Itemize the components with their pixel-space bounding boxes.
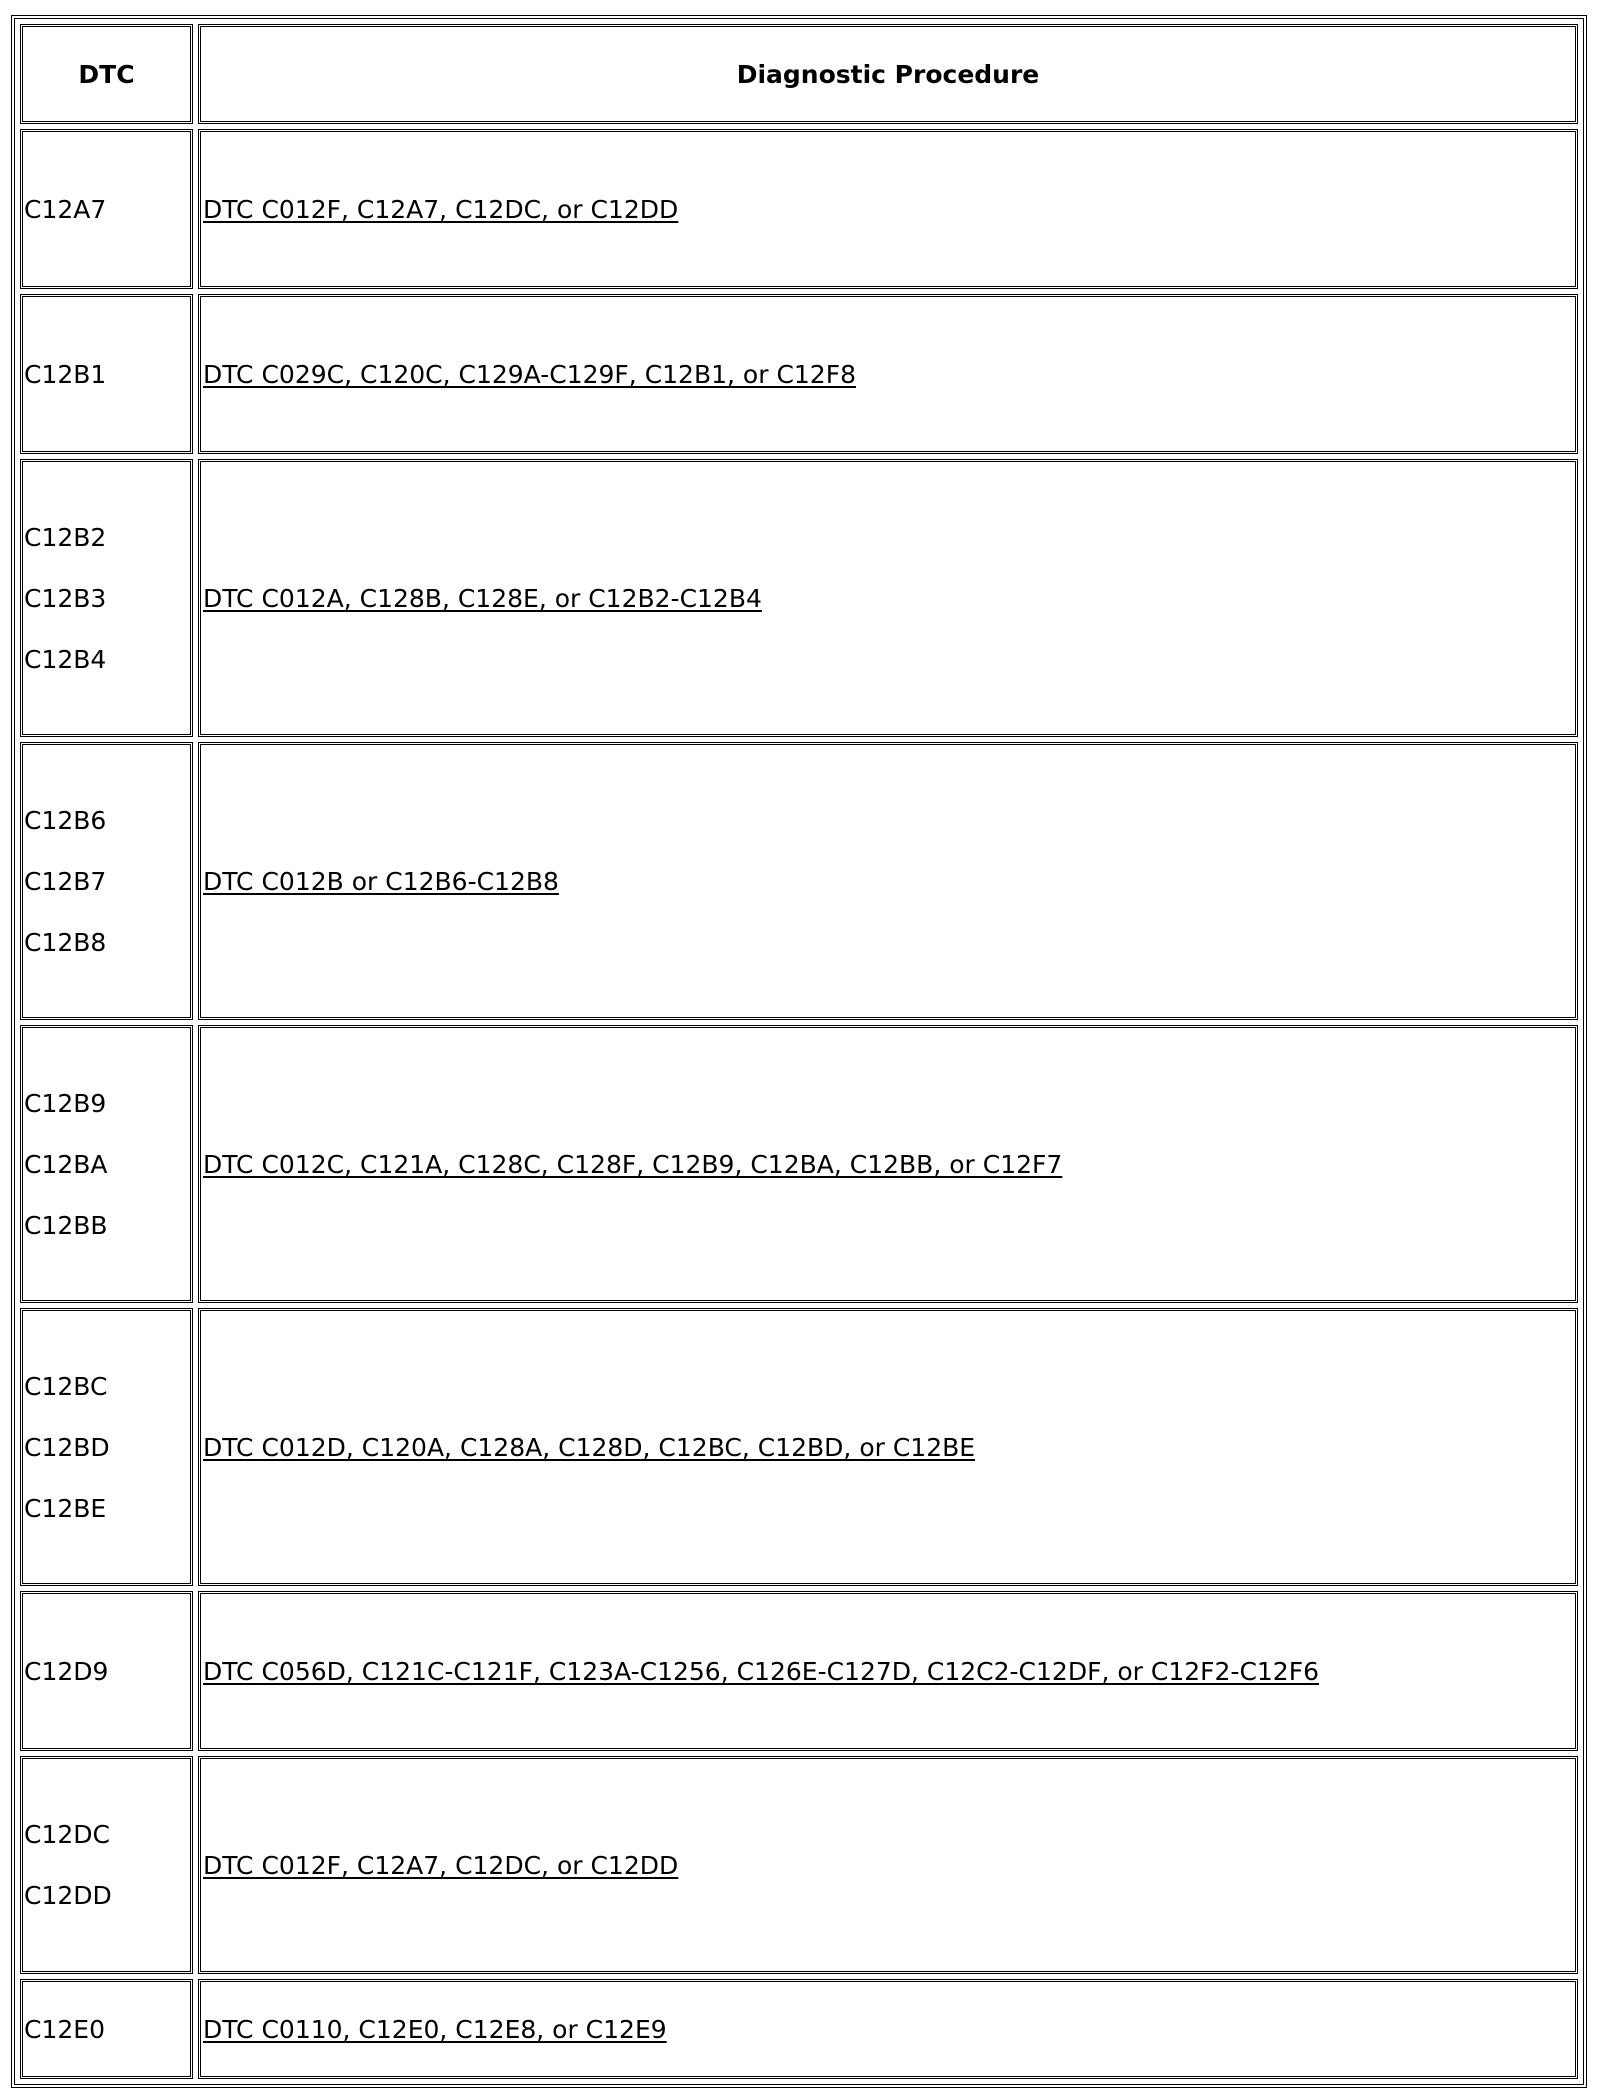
dtc-code: C12B1 — [24, 359, 107, 389]
dtc-code: C12DD — [24, 1881, 112, 1910]
dtc-cell — [20, 1308, 193, 1586]
diagnostic-procedure-link[interactable]: DTC C012C, C121A, C128C, C128F, C12B9, C12BA, C12BB, or C12F7 — [203, 1149, 1063, 1179]
diagnostic-procedure-link[interactable]: DTC C012A, C128B, C128E, or C12B2-C12B4 — [203, 583, 762, 613]
header-diagnostic-procedure: Diagnostic Procedure — [198, 24, 1578, 124]
table-row — [20, 459, 1578, 737]
diagnostic-procedure-link[interactable]: DTC C029C, C120C, C129A-C129F, C12B1, or C12F8 — [203, 359, 856, 389]
dtc-code: C12BA — [24, 1149, 108, 1179]
procedure-cell — [198, 1979, 1578, 2079]
dtc-code: C12B2 — [24, 522, 107, 552]
dtc-cell — [20, 294, 193, 454]
dtc-code: C12B3 — [24, 583, 107, 613]
procedure-cell — [198, 1591, 1578, 1751]
dtc-code: C12B7 — [24, 866, 107, 896]
dtc-code: C12B8 — [24, 927, 107, 957]
dtc-code: C12BE — [24, 1493, 107, 1523]
procedure-cell — [198, 1756, 1578, 1974]
diagnostic-procedure-link[interactable]: DTC C012D, C120A, C128A, C128D, C12BC, C12BD, or C12BE — [203, 1432, 976, 1462]
dtc-cell — [20, 459, 193, 737]
dtc-cell — [20, 742, 193, 1020]
diagnostic-procedure-link[interactable]: DTC C056D, C121C-C121F, C123A-C1256, C126E-C127D, C12C2-C12DF, or C12F2-C12F6 — [203, 1656, 1319, 1686]
dtc-cell — [20, 1979, 193, 2079]
diagnostic-procedure-link[interactable]: DTC C0110, C12E0, C12E8, or C12E9 — [203, 2014, 667, 2044]
dtc-code: C12B4 — [24, 644, 107, 674]
dtc-code: C12A7 — [24, 194, 107, 224]
dtc-code: C12D9 — [24, 1656, 109, 1686]
procedure-cell — [198, 129, 1578, 289]
dtc-procedure-table — [15, 19, 1583, 2084]
dtc-code: C12E0 — [24, 2014, 105, 2044]
diagnostic-procedure-link[interactable]: DTC C012F, C12A7, C12DC, or C12DD — [203, 1850, 679, 1880]
dtc-code: C12BD — [24, 1432, 110, 1462]
procedure-cell — [198, 459, 1578, 737]
table-row — [20, 1591, 1578, 1751]
diagnostic-procedure-link[interactable]: DTC C012F, C12A7, C12DC, or C12DD — [203, 194, 679, 224]
diagnostic-procedure-link[interactable]: DTC C012B or C12B6-C12B8 — [203, 866, 559, 896]
table-row — [20, 1025, 1578, 1303]
procedure-cell — [198, 1308, 1578, 1586]
dtc-cell — [20, 129, 193, 289]
table-row — [20, 1979, 1578, 2079]
table-row — [20, 1308, 1578, 1586]
dtc-code: C12B6 — [24, 805, 107, 835]
table-row — [20, 129, 1578, 289]
dtc-table-frame — [11, 15, 1587, 2088]
dtc-code: C12DC — [24, 1820, 110, 1849]
header-dtc: DTC — [20, 24, 193, 124]
dtc-cell — [20, 1591, 193, 1751]
dtc-cell — [20, 1025, 193, 1303]
table-row — [20, 1756, 1578, 1974]
procedure-cell — [198, 1025, 1578, 1303]
table-row — [20, 742, 1578, 1020]
procedure-cell — [198, 294, 1578, 454]
dtc-code: C12BC — [24, 1371, 108, 1401]
dtc-cell — [20, 1756, 193, 1974]
procedure-cell — [198, 742, 1578, 1020]
dtc-code: C12B9 — [24, 1088, 107, 1118]
table-row — [20, 294, 1578, 454]
header-row — [20, 24, 1578, 124]
dtc-code: C12BB — [24, 1210, 108, 1240]
